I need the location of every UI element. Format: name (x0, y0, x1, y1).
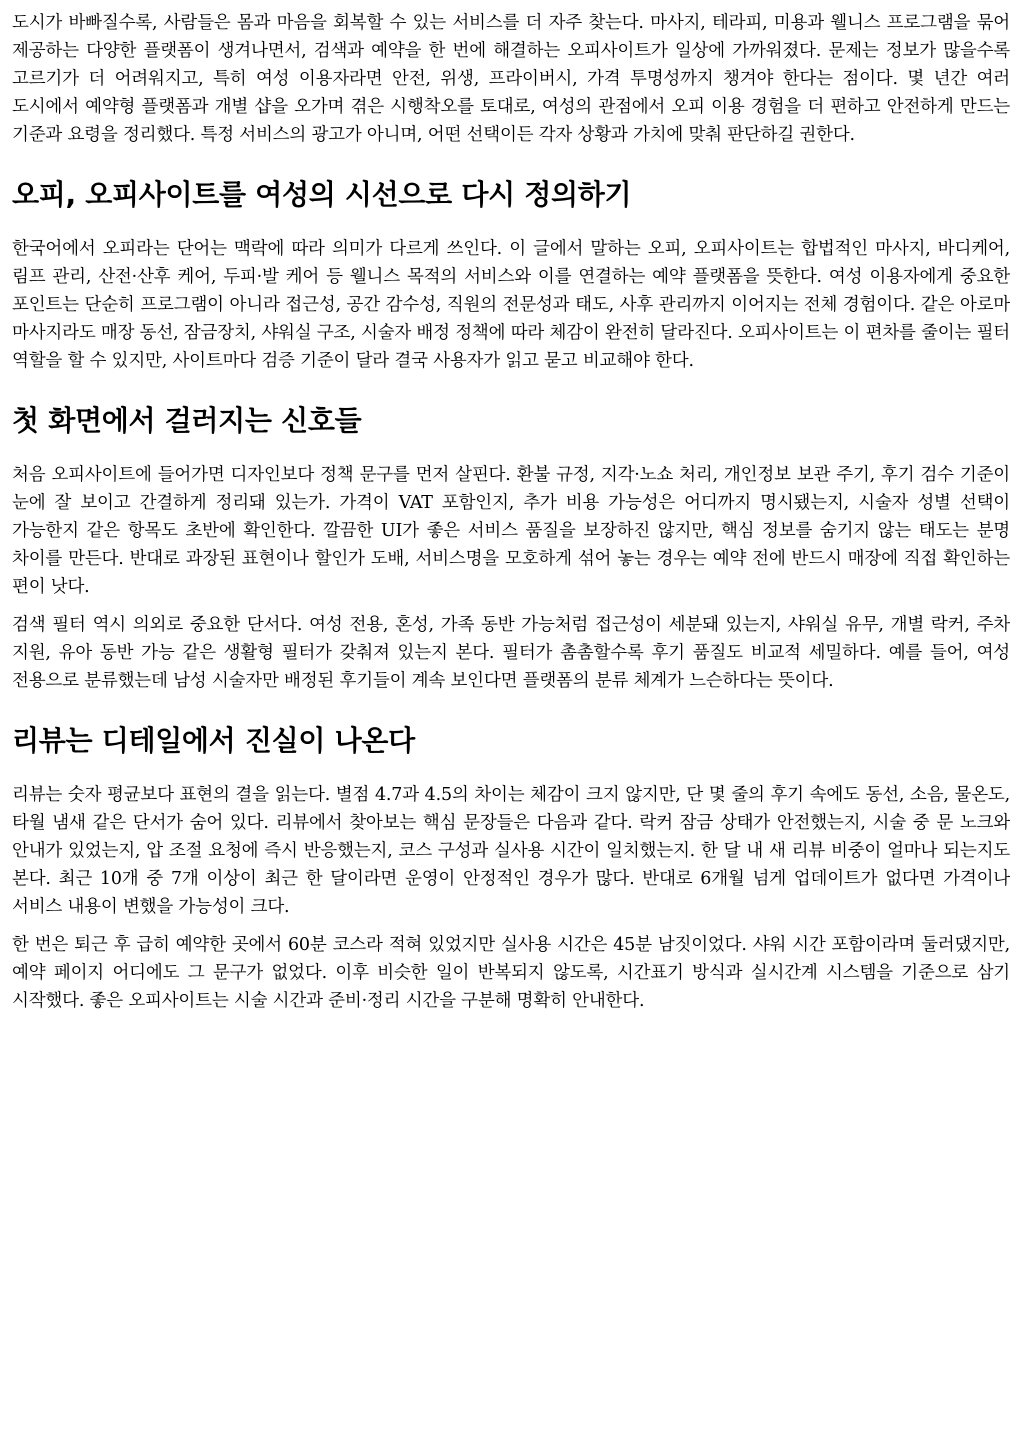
section-heading: 리뷰는 디테일에서 진실이 나온다 (12, 724, 415, 757)
section-definition (12, 175, 1010, 375)
intro-paragraph: 도시가 바빠질수록, 사람들은 몸과 마음을 회복할 수 있는 서비스를 더 자주 찾는다. 마사지, 테라피, 미용과 웰니스 프로그램을 묶어 제공하는 다양한 플랫폼이 생겨나면서, 검색과 예약을 한 번에 해결하는 오피사이트가 일상에 가까워졌다. 문제는 정보가 많을수록 고르기가 더 어려워지고, 특히 여성 이용자라면 안전, 위생, 프라이버시, 가격 투명성까지 챙겨야 한다는 점이다. 몇 년간 여러 도시에서 예약형 플랫폼과 개별 샵을 오가며 겪은 시행착오를 토대로, 여성의 관점에서 오피 이용 경험을 더 편하고 안전하게 만드는 기준과 요령을 정리했다. 특정 서비스의 광고가 아니며, 어떤 선택이든 각자 상황과 가치에 맞춰 판단하길 권한다. (12, 13, 1010, 145)
section-reviews (12, 721, 1010, 1015)
section-paragraph: 한 번은 퇴근 후 급히 예약한 곳에서 60분 코스라 적혀 있었지만 실사용 시간은 45분 남짓이었다. 샤워 시간 포함이라며 둘러댔지만, 예약 페이지 어디에도 그 문구가 없었다. 이후 비슷한 일이 반복되지 않도록, 시간표기 방식과 실시간계 시스템을 기준으로 삼기 시작했다. 좋은 오피사이트는 시술 시간과 준비·정리 시간을 구분해 명확히 안내한다. (12, 935, 1010, 1011)
section-paragraph: 검색 필터 역시 의외로 중요한 단서다. 여성 전용, 혼성, 가족 동반 가능처럼 접근성이 세분돼 있는지, 샤워실 유무, 개별 락커, 주차 지원, 유아 동반 가능 같은 생활형 필터가 갖춰져 있는지 본다. 필터가 촘촘할수록 후기 품질도 비교적 세밀하다. 예를 들어, 여성 전용으로 분류했는데 남성 시술자만 배정된 후기들이 계속 보인다면 플랫폼의 분류 체계가 느슨하다는 뜻이다. (12, 615, 1010, 691)
section-paragraph: 처음 오피사이트에 들어가면 디자인보다 정책 문구를 먼저 살핀다. 환불 규정, 지각·노쇼 처리, 개인정보 보관 주기, 후기 검수 기준이 눈에 잘 보이고 간결하게 정리돼 있는가. 가격이 VAT 포함인지, 추가 비용 가능성은 어디까지 명시됐는지, 시술자 성별 선택이 가능한지 같은 항목도 초반에 확인한다. 깔끔한 UI가 좋은 서비스 품질을 보장하진 않지만, 핵심 정보를 숨기지 않는 태도는 분명 차이를 만든다. 반대로 과장된 표현이나 할인가 도배, 서비스명을 모호하게 섞어 놓는 경우는 예약 전에 반드시 매장에 직접 확인하는 편이 낫다. (12, 465, 1010, 597)
section-paragraph: 한국어에서 오피라는 단어는 맥락에 따라 의미가 다르게 쓰인다. 이 글에서 말하는 오피, 오피사이트는 합법적인 마사지, 바디케어, 림프 관리, 산전·산후 케어, 두피·발 케어 등 웰니스 목적의 서비스와 이를 연결하는 예약 플랫폼을 뜻한다. 여성 이용자에게 중요한 포인트는 단순히 프로그램이 아니라 접근성, 공간 감수성, 직원의 전문성과 태도, 사후 관리까지 이어지는 전체 경험이다. 같은 아로마 마사지라도 매장 동선, 잠금장치, 샤워실 구조, 시술자 배정 정책에 따라 체감이 완전히 달라진다. 오피사이트는 이 편차를 줄이는 필터 역할을 할 수 있지만, 사이트마다 검증 기준이 달라 결국 사용자가 읽고 묻고 비교해야 한다. (12, 239, 1010, 371)
section-paragraph: 리뷰는 숫자 평균보다 표현의 결을 읽는다. 별점 4.7과 4.5의 차이는 체감이 크지 않지만, 단 몇 줄의 후기 속에도 동선, 소음, 물온도, 타월 냄새 같은 단서가 숨어 있다. 리뷰에서 찾아보는 핵심 문장들은 다음과 같다. 락커 잠금 상태가 안전했는지, 시술 중 문 노크와 안내가 있었는지, 압 조절 요청에 즉시 반응했는지, 코스 구성과 실사용 시간이 일치했는지. 한 달 내 새 리뷰 비중이 얼마나 되는지도 본다. 최근 10개 중 7개 이상이 최근 한 달이라면 운영이 안정적인 경우가 많다. 반대로 6개월 넘게 업데이트가 없다면 가격이나 서비스 내용이 변했을 가능성이 크다. (12, 785, 1010, 917)
section-heading: 첫 화면에서 걸러지는 신호들 (12, 404, 362, 437)
section-heading: 오피, 오피사이트를 여성의 시선으로 다시 정의하기 (12, 178, 632, 211)
section-first-screen-signals (12, 401, 1010, 695)
article (12, 9, 1010, 1025)
